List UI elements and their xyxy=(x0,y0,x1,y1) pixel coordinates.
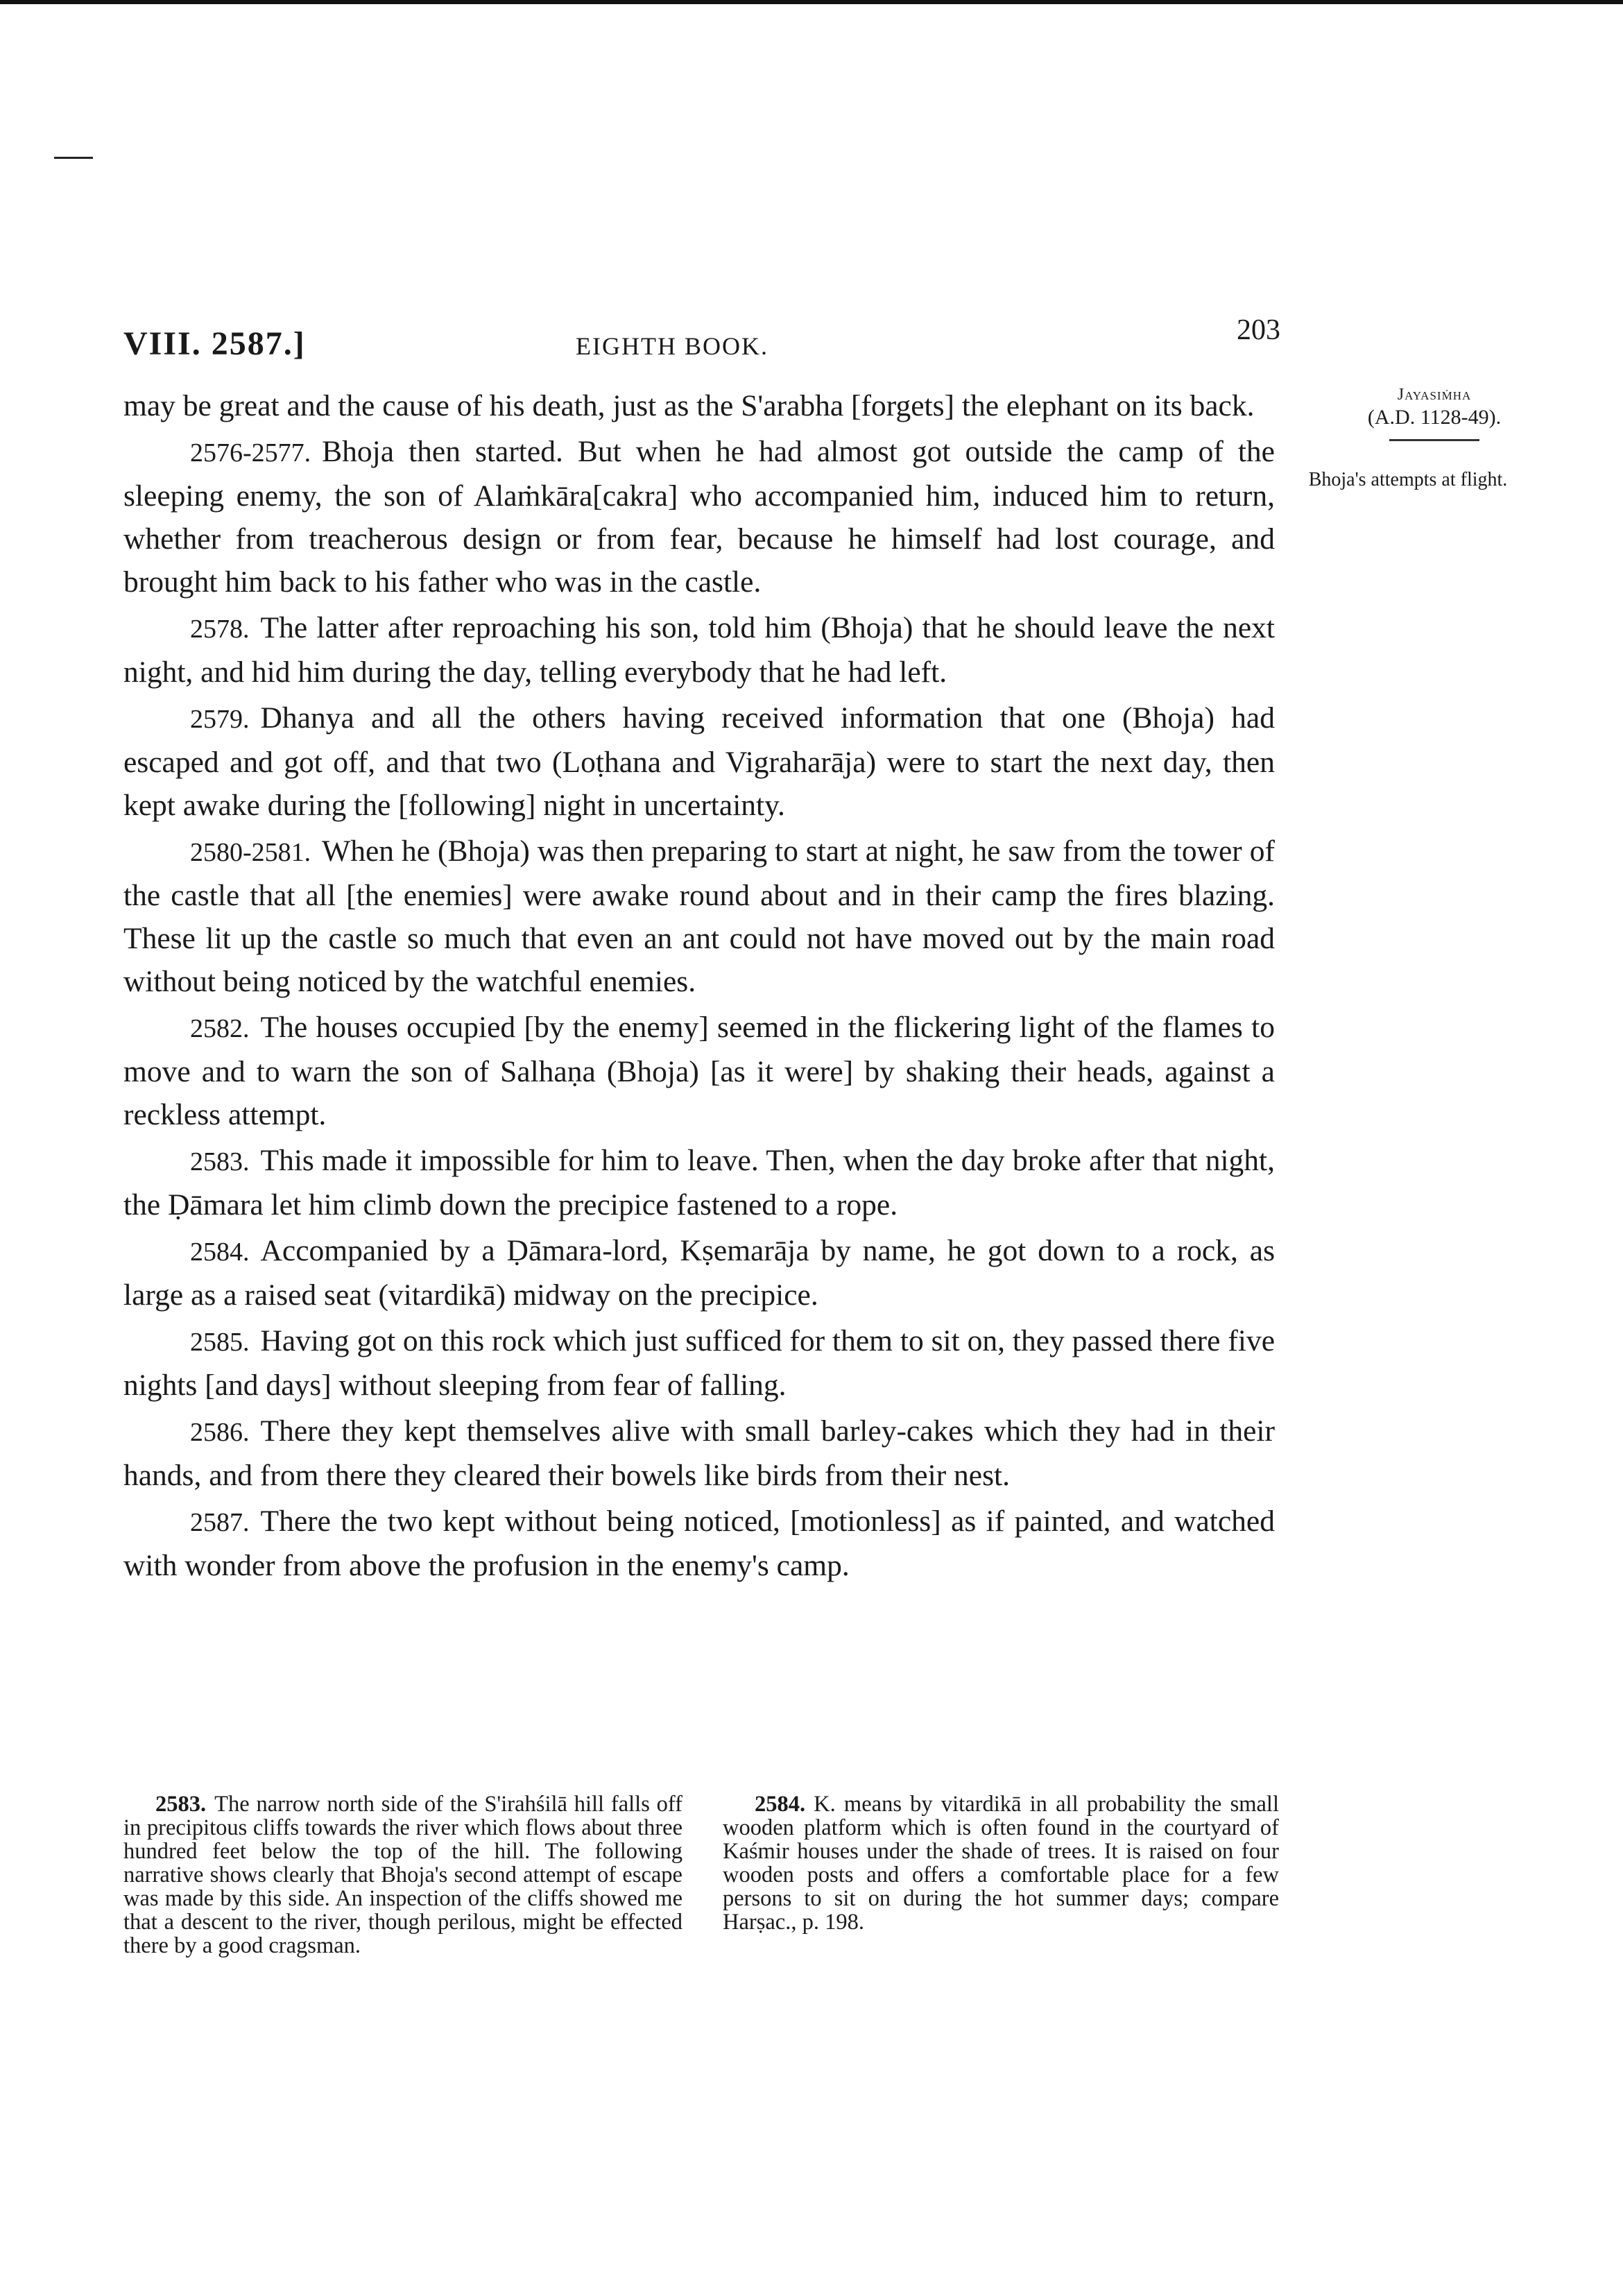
verse-number: 2578. xyxy=(190,615,250,644)
footnote xyxy=(723,1792,1279,1934)
paragraph-text: The houses occupied [by the enemy] seemed in the flickering light of the flames to move and to warn the son of Salhaṇa (Bhoja) [as it were] by shaking their heads, against a reckless attempt. xyxy=(123,1011,1275,1131)
verse-number: 2583. xyxy=(190,1147,250,1176)
margin-reign-name: Jayasiṁha xyxy=(1397,386,1472,404)
footnote-number: 2583. xyxy=(155,1792,207,1817)
verse-number: 2586. xyxy=(190,1418,250,1447)
paragraph-text: This made it impossible for him to leave. Then, when the day broke after that night, the Ḍāmara let him climb down the precipice fastened to a rope. xyxy=(123,1144,1275,1222)
paragraph-text: When he (Bhoja) was then preparing to start at night, he saw from the tower of the castle that all [the enemies] were awake round about and in their camp the fires blazing. These lit up the castle so much that even an ant could not have moved out by the main road without being noticed by the watchful enemies. xyxy=(123,834,1275,998)
page-top-border xyxy=(0,0,1623,4)
paragraph xyxy=(123,1410,1275,1497)
paragraph xyxy=(123,1006,1275,1136)
paragraph-text: There the two kept without being noticed, [motionless] as if painted, and watched with wonder from above the profusion in the enemy's camp. xyxy=(123,1505,1275,1582)
paragraph xyxy=(123,606,1275,694)
running-head-title: EIGHTH BOOK. xyxy=(576,332,768,360)
page-number: 203 xyxy=(1237,314,1280,346)
verse-number: 2585. xyxy=(190,1328,250,1357)
paragraph-text: Accompanied by a Ḍāmara-lord, Kṣemarāja by name, he got down to a rock, as large as a raised seat (vitardikā) midway on the precipice. xyxy=(123,1234,1275,1312)
footnote-number: 2584. xyxy=(755,1792,806,1817)
paragraph xyxy=(123,430,1275,603)
verse-number: 2580-2581. xyxy=(190,838,311,867)
margin-reign-dates: (A.D. 1128-49). xyxy=(1367,406,1502,429)
main-text xyxy=(123,384,1275,1590)
verse-number: 2584. xyxy=(190,1237,250,1267)
paragraph xyxy=(123,1500,1275,1587)
paragraph xyxy=(123,384,1275,427)
paragraph xyxy=(123,696,1275,827)
paragraph xyxy=(123,1139,1275,1226)
paragraph xyxy=(123,1319,1275,1407)
page-header xyxy=(123,311,1280,366)
verse-number: 2587. xyxy=(190,1508,250,1537)
paragraph-text: There they kept themselves alive with small barley-cakes which they had in their hands, and from there they cleared their bowels like birds from their nest. xyxy=(123,1414,1275,1492)
verse-number: 2579. xyxy=(190,705,250,734)
margin-note-reign xyxy=(1330,386,1538,441)
footnote xyxy=(123,1792,682,1957)
paragraph-text: may be great and the cause of his death, just as the S'arabha [forgets] the elephant on its back. xyxy=(123,389,1255,422)
paragraph-text: The latter after reproaching his son, told him (Bhoja) that he should leave the next night, and hid him during the day, telling everybody that he had left. xyxy=(123,611,1275,689)
verse-number: 2582. xyxy=(190,1014,250,1043)
margin-note-topic: Bhoja's attempts at flight. xyxy=(1308,469,1508,490)
footnote-text: The narrow north side of the S'irahśilā hill falls off in precipitous cliffs towards the river which flows about three hundred feet below the top of the hill. The following narrative shows clearly that Bhoja's second attempt of escape was made by this side. An inspection of the cliffs showed me that a descent to the river, though perilous, might be effected there by a good cragsman. xyxy=(123,1792,682,1958)
footnote-text: K. means by vitardikā in all probability the small wooden platform which is often found in the courtyard of Kaśmir houses under the shade of trees. It is raised on four wooden posts and offers a comfortable place for a few persons to sit on during the hot summer days; compare Harṣac., p. 198. xyxy=(723,1792,1279,1935)
paragraph-text: Dhanya and all the others having received information that one (Bhoja) had escaped and got off, and that two (Loṭhana and Vigraharāja) were to start the next day, then kept awake during the [following] night in uncertainty. xyxy=(123,701,1275,822)
paragraph xyxy=(123,830,1275,1003)
verse-number: 2576-2577. xyxy=(190,438,311,468)
paragraph-text: Having got on this rock which just sufficed for them to sit on, they passed there five nights [and days] without sleeping from fear of falling. xyxy=(123,1324,1275,1402)
paragraph xyxy=(123,1229,1275,1317)
margin-rule xyxy=(1389,439,1479,441)
running-head-left: VIII. 2587.] xyxy=(123,325,306,362)
page-mark xyxy=(54,157,93,159)
paragraph-text: Bhoja then started. But when he had almost got outside the camp of the sleeping enemy, the son of Alaṁkāra[cakra] who accompanied him, induced him to return, whether from treacherous design or from fear, because he himself had lost courage, and brought him back to his father who was in the castle. xyxy=(123,435,1275,599)
